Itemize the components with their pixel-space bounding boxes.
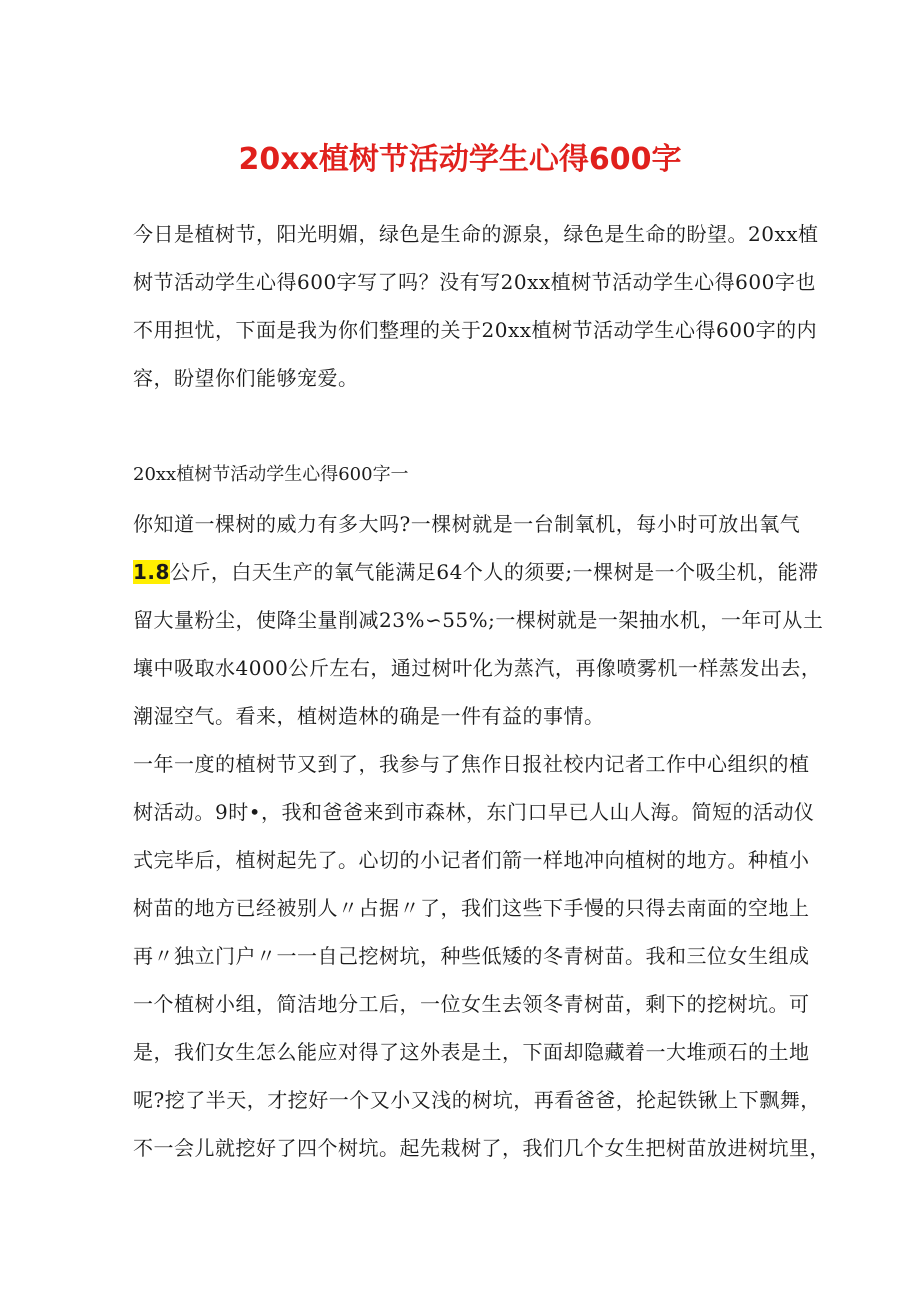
document-title: 20xx植树节活动学生心得600字 [238,142,682,177]
paragraph-line: 呢?挖了半天，才挖好一个又小又浅的树坑，再看爸爸，抡起铁锹上下飘舞， [133,1088,821,1112]
section-heading: 20xx植树节活动学生心得600字一 [133,464,409,485]
paragraph-line: 树活动。9时•，我和爸爸来到市森林，东门口早已人山人海。简短的活动仪 [133,800,815,824]
paragraph-line: 潮湿空气。看来，植树造林的确是一件有益的事情。 [133,704,605,728]
paragraph-line: 树苗的地方已经被别人〃占据〃了，我们这些下手慢的只得去南面的空地上 [133,896,810,920]
intro-line: 容，盼望你们能够宠爱。 [133,366,359,390]
paragraph-line: 一个植树小组，简洁地分工后，一位女生去领冬青树苗，剩下的挖树坑。可 [133,992,810,1016]
paragraph-line: 留大量粉尘，使降尘量削减23%∽55%;一棵树就是一架抽水机，一年可从土 [133,608,824,632]
paragraph-line: 再〃独立门户〃一一自己挖树坑，种些低矮的冬青树苗。我和三位女生组成 [133,944,810,968]
paragraph-line: 你知道一棵树的威力有多大吗?一棵树就是一台制氧机，每小时可放出氧气 [133,512,801,536]
paragraph-line: 一年一度的植树节又到了，我参与了焦作日报社校内记者工作中心组织的植 [133,752,810,776]
highlighted-value: 1.8 [133,560,170,584]
paragraph-line: 壤中吸取水4000公斤左右，通过树叶化为蒸汽，再像喷雾机一样蒸发出去， [133,656,822,680]
intro-line: 树节活动学生心得600字写了吗？没有写20xx植树节活动学生心得600字也 [133,270,816,294]
paragraph-line [133,558,819,586]
paragraph-line: 式完毕后，植树起先了。心切的小记者们箭一样地冲向植树的地方。种植小 [133,848,810,872]
paragraph-line: 是，我们女生怎么能应对得了这外表是土，下面却隐藏着一大堆顽石的土地 [133,1040,810,1064]
intro-line: 今日是植树节，阳光明媚，绿色是生命的源泉，绿色是生命的盼望。20xx植 [133,222,819,246]
intro-line: 不用担忧，下面是我为你们整理的关于20xx植树节活动学生心得600字的内 [133,318,818,342]
paragraph-line-text: 公斤，白天生产的氧气能满足64个人的须要;一棵树是一个吸尘机，能滞 [169,560,819,584]
paragraph-line: 不一会儿就挖好了四个树坑。起先栽树了，我们几个女生把树苗放进树坑里， [133,1136,830,1160]
